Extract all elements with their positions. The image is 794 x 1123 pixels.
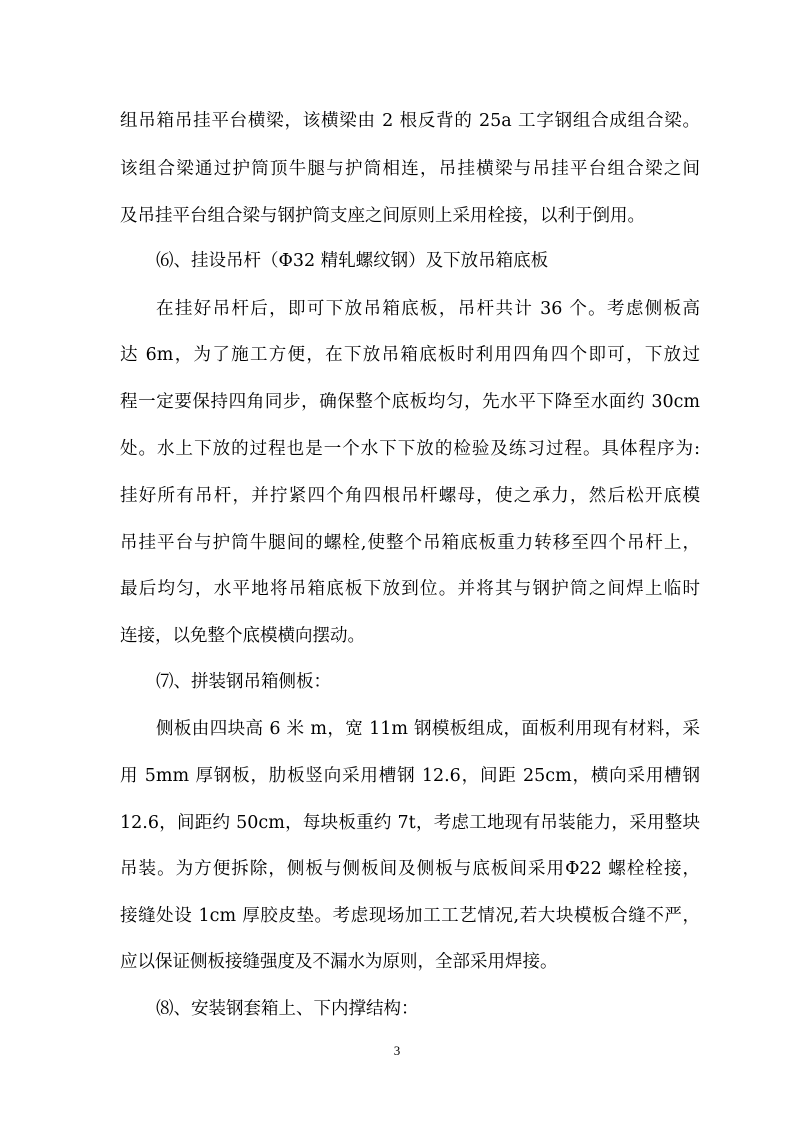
text-line: 连接，以免整个底模横向摆动。 (120, 626, 365, 646)
text-line: 程一定要保持四角同步，确保整个底板均匀，先水平下降至水面约 30cm (120, 392, 700, 412)
text-line: 12.6，间距约 50cm，每块板重约 7t，考虑工地现有吊装能力，采用整块 (120, 813, 700, 833)
section-heading: ⑹、挂设吊杆（Φ32 精轧螺纹钢）及下放吊箱底板 (156, 251, 549, 271)
text-line: 接缝处设 1cm 厚胶皮垫。考虑现场加工工艺情况,若大块模板合缝不严， (120, 906, 700, 926)
text-line: 组吊箱吊挂平台横梁，该横梁由 2 根反背的 25a 工字钢组合成组合梁。 (120, 111, 700, 131)
section-heading: ⑻、安装钢套箱上、下内撑结构： (156, 999, 419, 1019)
text-line: 吊装。为方便拆除，侧板与侧板间及侧板与底板间采用Φ22 螺栓栓接， (120, 859, 700, 879)
text-line: 处。水上下放的过程也是一个水下下放的检验及练习过程。具体程序为: (120, 439, 700, 459)
page-number: 3 (393, 1043, 401, 1058)
text-line: 用 5mm 厚钢板，肋板竖向采用槽钢 12.6，间距 25cm，横向采用槽钢 (120, 766, 700, 786)
text-line: 挂好所有吊杆，并拧紧四个角四根吊杆螺母，使之承力，然后松开底模 (120, 486, 700, 506)
section-heading: ⑺、拼装钢吊箱侧板： (156, 672, 331, 692)
text-line: 该组合梁通过护筒顶牛腿与护筒相连，吊挂横梁与吊挂平台组合梁之间 (120, 159, 700, 179)
text-line: 最后均匀，水平地将吊箱底板下放到位。并将其与钢护筒之间焊上临时 (120, 579, 700, 599)
text-line: 应以保证侧板接缝强度及不漏水为原则，全部采用焊接。 (120, 952, 558, 972)
text-line: 吊挂平台与护筒牛腿间的螺栓,使整个吊箱底板重力转移至四个吊杆上， (120, 533, 700, 553)
text-line: 达 6m，为了施工方便，在下放吊箱底板时利用四角四个即可，下放过 (120, 345, 700, 365)
text-line: 在挂好吊杆后，即可下放吊箱底板，吊杆共计 36 个。考虑侧板高 (156, 299, 700, 319)
text-line: 及吊挂平台组合梁与钢护筒支座之间原则上采用栓接，以利于倒用。 (120, 206, 645, 226)
text-line: 侧板由四块高 6 米 m，宽 11m 钢模板组成，面板利用现有材料，采 (156, 719, 700, 739)
